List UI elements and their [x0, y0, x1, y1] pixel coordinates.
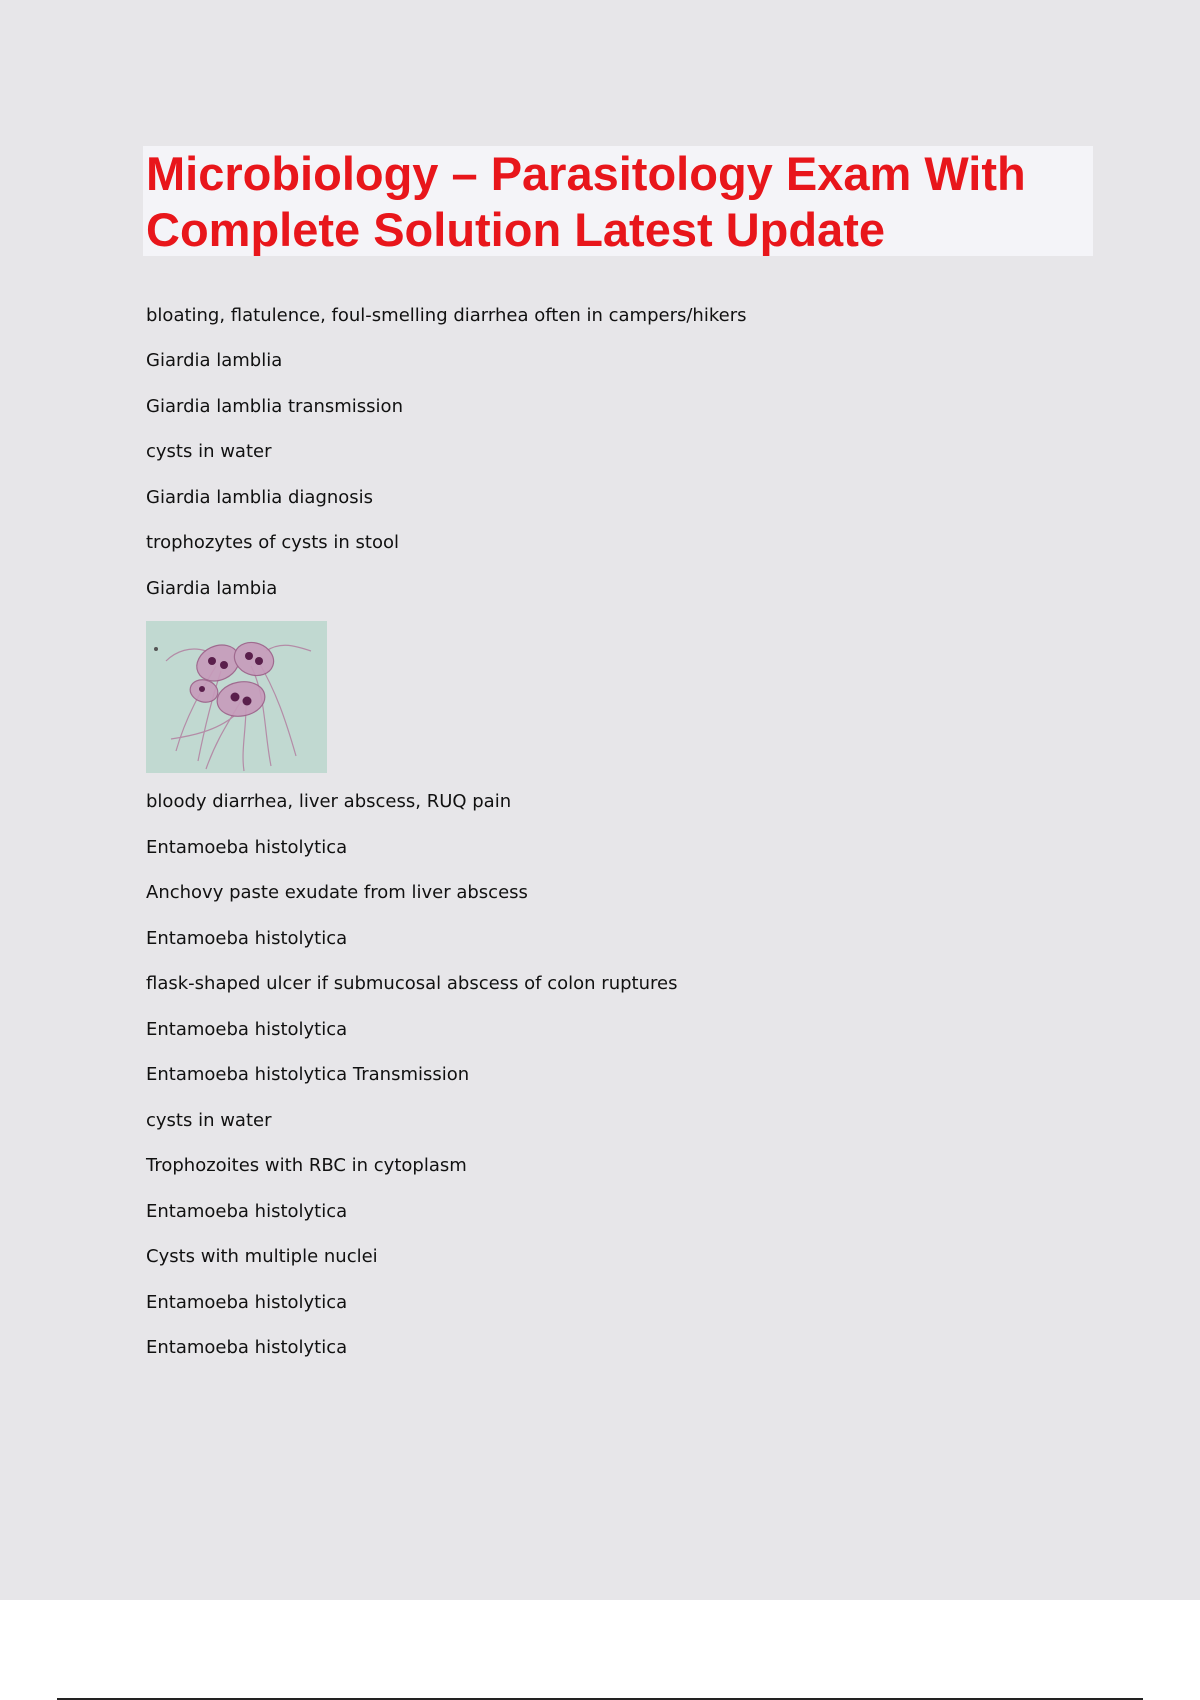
entry-text: bloody diarrhea, liver abscess, RUQ pain	[146, 791, 512, 812]
entry-text: trophozytes of cysts in stool	[146, 532, 400, 553]
entry-text: cysts in water	[146, 441, 272, 462]
entry-text: Giardia lamblia diagnosis	[146, 487, 374, 508]
entry-text: Giardia lambia	[146, 578, 278, 599]
entry-text: Entamoeba histolytica	[146, 1201, 348, 1222]
entry-text: cysts in water	[146, 1110, 272, 1131]
document-title	[146, 146, 1086, 258]
entry-text: Entamoeba histolytica	[146, 1337, 348, 1358]
entry-text: Entamoeba histolytica	[146, 1019, 348, 1040]
entry-text: flask-shaped ulcer if submucosal abscess of colon ruptures	[146, 973, 678, 994]
title-line-2: Complete Solution Latest Update	[146, 203, 885, 256]
entry-text: Giardia lamblia transmission	[146, 396, 403, 417]
entry-text: Giardia lamblia	[146, 350, 283, 371]
entry-text: Entamoeba histolytica	[146, 1292, 348, 1313]
entry-text: Anchovy paste exudate from liver abscess	[146, 882, 528, 903]
entry-text: Entamoeba histolytica	[146, 928, 348, 949]
giardia-micrograph-image	[146, 621, 327, 773]
entry-text: Entamoeba histolytica	[146, 837, 348, 858]
title-line-1: Microbiology – Parasitology Exam With	[146, 147, 1026, 200]
entry-text: Trophozoites with RBC in cytoplasm	[146, 1155, 467, 1176]
entry-text: Cysts with multiple nuclei	[146, 1246, 378, 1267]
entry-text: bloating, flatulence, foul-smelling diarrhea often in campers/hikers	[146, 305, 747, 326]
entry-text: Entamoeba histolytica Transmission	[146, 1064, 470, 1085]
